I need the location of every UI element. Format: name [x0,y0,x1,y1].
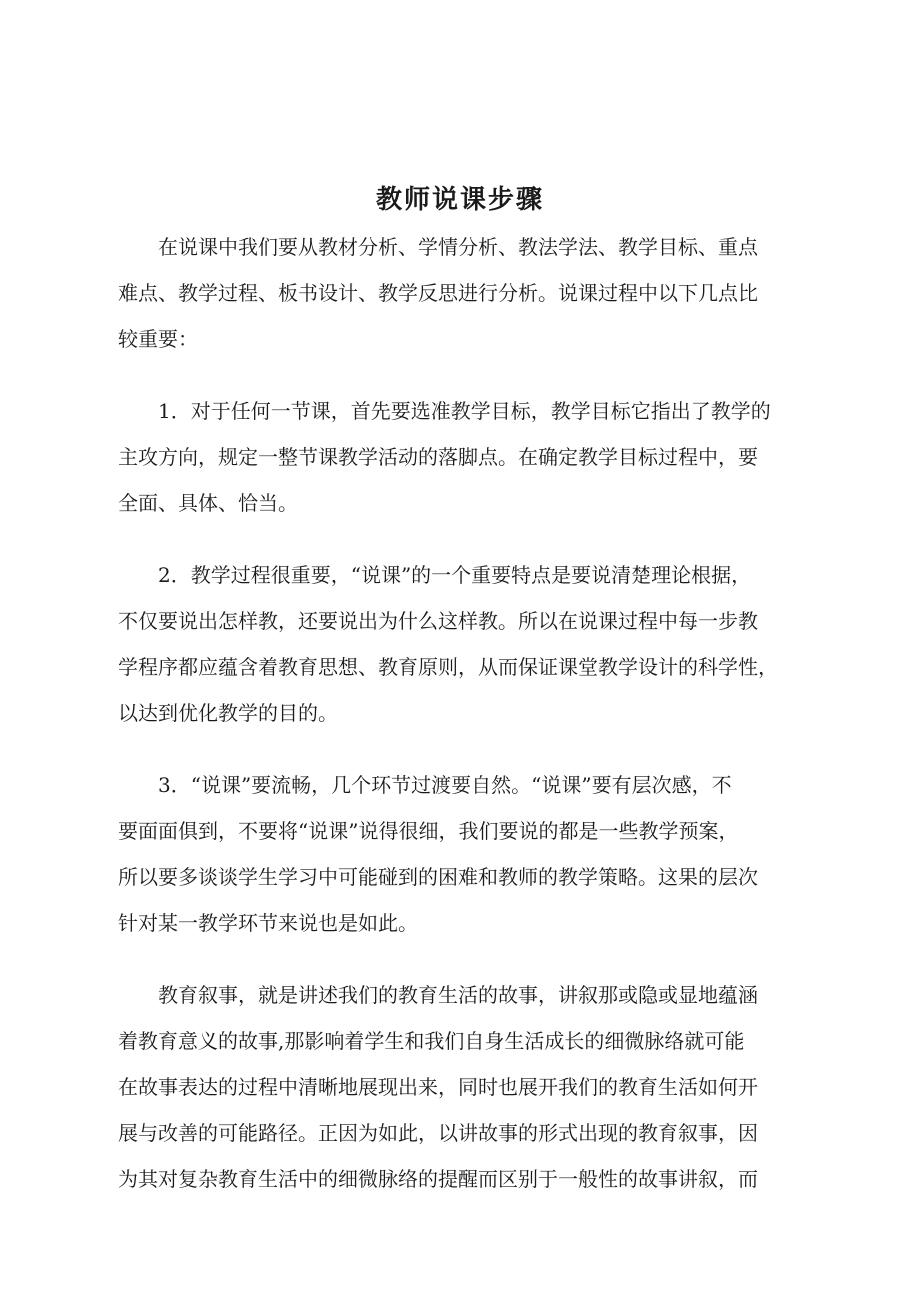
text-line: 2．教学过程很重要，“说课”的一个重要特点是要说清楚理论根据， [158,563,752,587]
text-line: 较重要： [118,327,198,351]
text-line: 难点、教学过程、板书设计、教学反思进行分析。说课过程中以下几点比 [118,281,758,305]
paragraph-narrative [118,972,822,1202]
text-line: 要面面俱到，不要将“说课”说得很细，我们要说的都是一些教学预案， [118,819,739,843]
document-body [118,224,822,1228]
paragraph-point-1 [118,388,822,526]
text-line: 主攻方向，规定一整节课教学活动的落脚点。在确定教学目标过程中，要 [118,445,758,469]
text-line: 着教育意义的故事,那影响着学生和我们自身生活成长的细微脉络就可能 [118,1029,745,1053]
text-line: 教育叙事，就是讲述我们的教育生活的故事，讲叙那或隐或显地蕴涵 [158,983,758,1007]
text-line: 在故事表达的过程中清晰地展现出来，同时也展开我们的教育生活如何开 [118,1075,758,1099]
text-line: 1．对于任何一节课，首先要选准教学目标，教学目标它指出了教学的 [158,399,771,423]
document-title: 教师说课步骤 [375,185,544,216]
text-line: 针对某一教学环节来说也是如此。 [118,911,418,935]
paragraph-intro [118,224,822,362]
paragraph-point-2 [118,552,822,736]
text-line: 在说课中我们要从教材分析、学情分析、教法学法、教学目标、重点 [158,235,758,259]
text-line: 以达到优化教学的目的。 [118,701,338,725]
text-line: 不仅要说出怎样教，还要说出为什么这样教。所以在说课过程中每一步教 [118,609,758,633]
text-line: 全面、具体、恰当。 [118,491,298,515]
text-line: 为其对复杂教育生活中的细微脉络的提醒而区别于一般性的故事讲叙，而 [118,1167,758,1191]
text-line: 展与改善的可能路径。正因为如此，以讲故事的形式出现的教育叙事，因 [118,1121,758,1145]
text-line: 3．“说课”要流畅，几个环节过渡要自然。“说课”要有层次感，不 [158,773,732,797]
text-line: 学程序都应蕴含着教育思想、教育原则，从而保证课堂教学设计的科学性， [118,655,778,679]
text-line: 所以要多谈谈学生学习中可能碰到的困难和教师的教学策略。这果的层次 [118,865,758,889]
paragraph-point-3 [118,762,822,946]
